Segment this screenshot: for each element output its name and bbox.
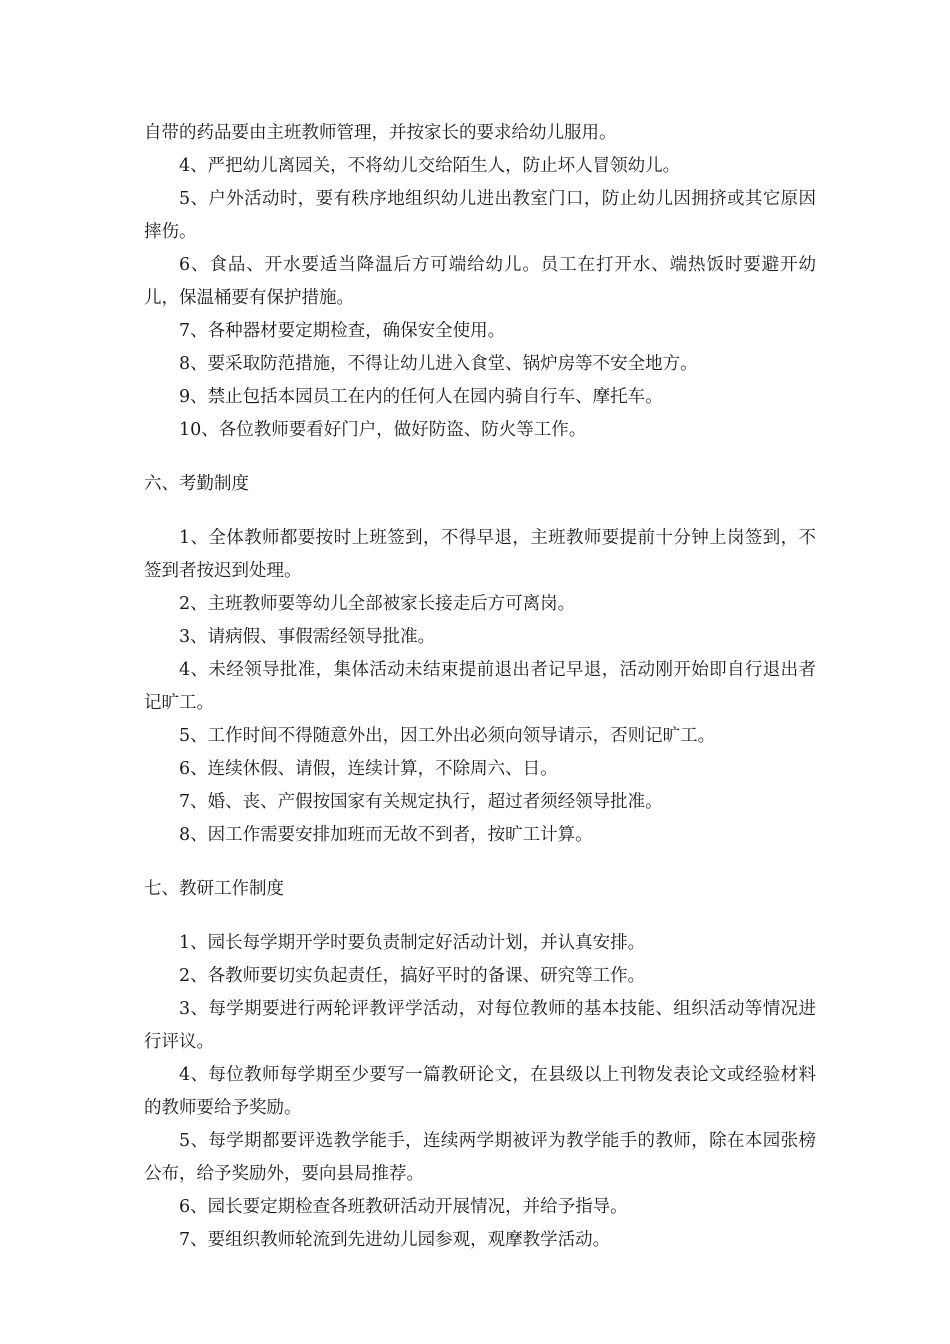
research-item-3: 3、每学期要进行两轮评教评学活动，对每位教师的基本技能、组织活动等情况进行评议。 [144,999,816,1052]
attendance-item-8: 8、因工作需要安排加班而无故不到者，按旷工计算。 [179,825,593,845]
safety-item-5: 5、户外活动时，要有秩序地组织幼儿进出教室门口，防止幼儿因拥挤或其它原因摔伤。 [144,189,816,242]
research-item-5: 5、每学期都要评选教学能手，连续两学期被评为教学能手的教师，除在本园张榜公布，给予奖励外，要向县局推荐。 [144,1131,816,1184]
safety-item-4: 4、严把幼儿离园关，不将幼儿交给陌生人，防止坏人冒领幼儿。 [179,156,681,176]
paragraph-continuation: 自带的药品要由主班教师管理，并按家长的要求给幼儿服用。 [144,123,617,143]
research-item-4: 4、每位教师每学期至少要写一篇教研论文，在县级以上刊物发表论文或经验材料的教师要给予奖励。 [144,1065,816,1118]
attendance-item-6: 6、连续休假、请假，连续计算，不除周六、日。 [179,759,558,779]
attendance-item-1: 1、全体教师都要按时上班签到，不得早退，主班教师要提前十分钟上岗签到，不签到者按迟到处理。 [144,528,816,581]
document-body [144,117,816,1257]
research-item-2: 2、各教师要切实负起责任，搞好平时的备课、研究等工作。 [179,966,646,986]
research-item-7: 7、要组织教师轮流到先进幼儿园参观，观摩教学活动。 [179,1230,611,1250]
attendance-item-3: 3、请病假、事假需经领导批准。 [179,627,436,647]
section-heading-teaching-research: 七、教研工作制度 [144,879,284,899]
attendance-item-4: 4、未经领导批准，集体活动未结束提前退出者记早退，活动刚开始即自行退出者记旷工。 [144,660,816,713]
attendance-item-7: 7、婚、丧、产假按国家有关规定执行，超过者须经领导批准。 [179,792,663,812]
safety-item-8: 8、要采取防范措施，不得让幼儿进入食堂、锅炉房等不安全地方。 [179,354,698,374]
safety-item-9: 9、禁止包括本园员工在内的任何人在园内骑自行车、摩托车。 [179,387,663,407]
section-heading-attendance: 六、考勤制度 [144,474,249,494]
safety-item-7: 7、各种器材要定期检查，确保安全使用。 [179,321,506,341]
safety-item-6: 6、食品、开水要适当降温后方可端给幼儿。员工在打开水、端热饭时要避开幼儿，保温桶要有保护措施。 [144,255,816,308]
attendance-item-2: 2、主班教师要等幼儿全部被家长接走后方可离岗。 [179,594,576,614]
research-item-6: 6、园长要定期检查各班教研活动开展情况，并给予指导。 [179,1197,628,1217]
research-item-1: 1、园长每学期开学时要负责制定好活动计划，并认真安排。 [179,933,646,953]
attendance-item-5: 5、工作时间不得随意外出，因工外出必须向领导请示，否则记旷工。 [179,726,716,746]
safety-item-10: 10、各位教师要看好门户，做好防盗、防火等工作。 [179,420,587,440]
